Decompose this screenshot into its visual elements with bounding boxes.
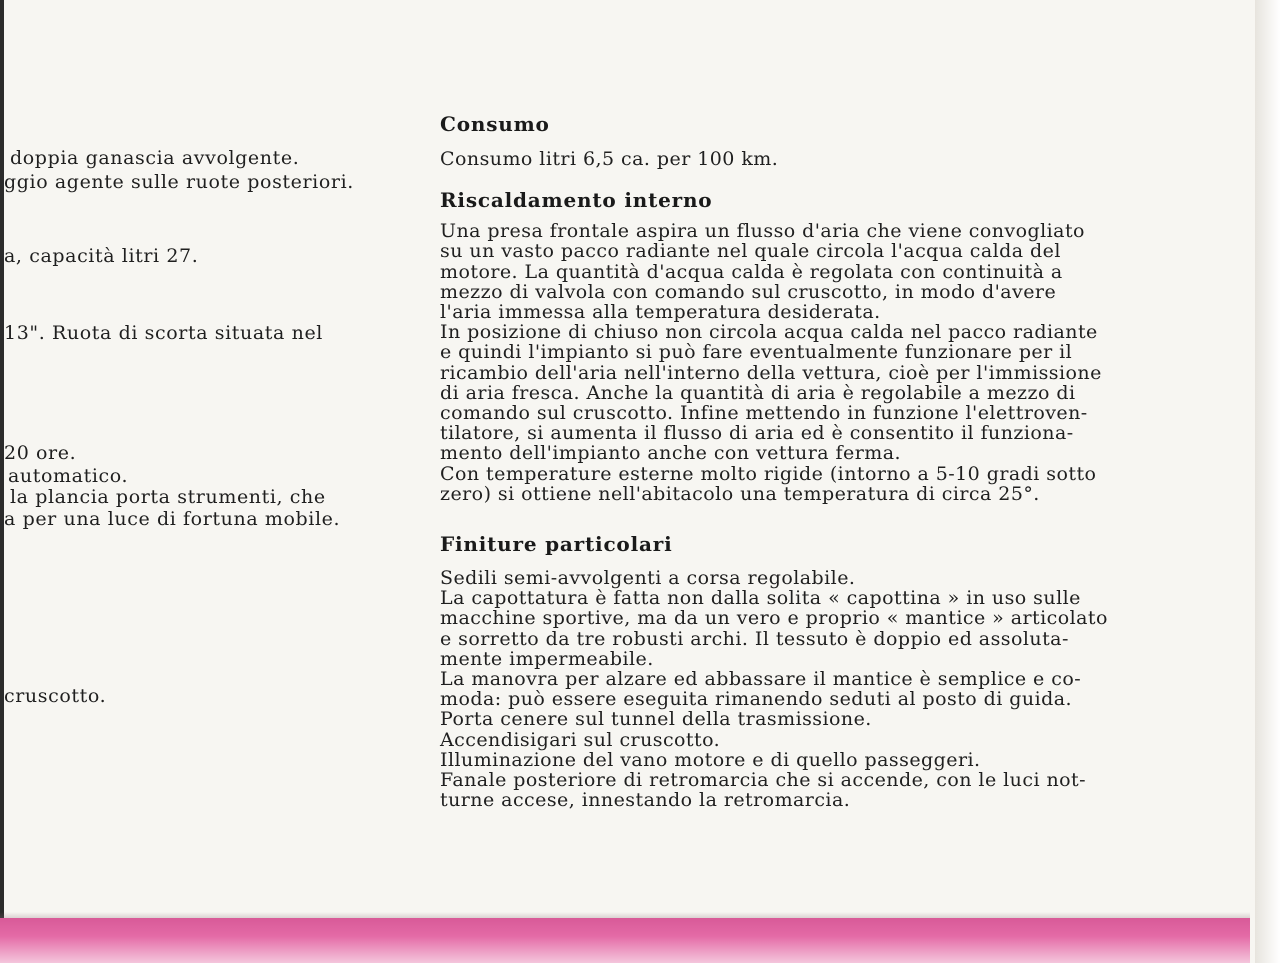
left-line-4: 13". Ruota di scorta situata nel <box>4 322 323 344</box>
text-line: moda: può essere eseguita rimanendo seduti al posto di guida. <box>440 688 1072 711</box>
heading-consumo: Consumo <box>440 112 550 136</box>
text-line: di aria fresca. Anche la quantità di aria è regolabile a mezzo di <box>440 381 1076 404</box>
text-line: motore. La quantità d'acqua calda è regolata con continuità a <box>440 260 1063 283</box>
text-line: su un vasto pacco radiante nel quale circola l'acqua calda del <box>440 240 1061 263</box>
heading-finiture: Finiture particolari <box>440 532 673 557</box>
left-line-9: cruscotto. <box>4 685 107 707</box>
text-line: comando sul cruscotto. Infine mettendo in funzione l'elettroven- <box>440 402 1088 425</box>
paragraph-riscaldamento <box>440 221 1162 504</box>
text-line: turne accese, innestando la retromarcia. <box>440 789 851 812</box>
text-line: tilatore, si aumenta il flusso di aria ed è consentito il funziona- <box>440 422 1074 445</box>
text-line: macchine sportive, ma da un vero e proprio « mantice » articolato <box>440 607 1108 630</box>
text-line: La manovra per alzare ed abbassare il mantice è semplice e co- <box>440 668 1082 691</box>
pink-cover-strip <box>0 918 1250 963</box>
left-line-8: a per una luce di fortuna mobile. <box>4 508 341 530</box>
left-line-6: automatico. <box>8 465 129 487</box>
text-line: Sedili semi-avvolgenti a corsa regolabile. <box>440 567 856 590</box>
text-line: Con temperature esterne molto rigide (intorno a 5-10 gradi sotto <box>440 462 1097 485</box>
paragraph-finiture <box>440 568 1162 810</box>
text-line: e sorretto da tre robusti archi. Il tessuto è doppio ed assoluta- <box>440 627 1069 650</box>
text-line: Illuminazione del vano motore e di quello passeggeri. <box>440 748 981 771</box>
left-line-5: 20 ore. <box>4 442 77 464</box>
text-line: ricambio dell'aria nell'interno della vettura, cioè per l'immissione <box>440 361 1102 384</box>
text-line: In posizione di chiuso non circola acqua calda nel pacco radiante <box>440 321 1098 344</box>
text-line: mento dell'impianto anche con vettura ferma. <box>440 442 901 465</box>
text-line: mente impermeabile. <box>440 647 654 670</box>
text-line: Accendisigari sul cruscotto. <box>440 728 721 751</box>
text-line: mezzo di valvola con comando sul cruscotto, in modo d'avere <box>440 280 1057 303</box>
text-line: La capottatura è fatta non dalla solita « capottina » in uso sulle <box>440 587 1081 610</box>
left-line-2: ggio agente sulle ruote posteriori. <box>4 171 354 193</box>
text-line: Fanale posteriore di retromarcia che si accende, con le luci not- <box>440 769 1086 792</box>
text-line: e quindi l'impianto si può fare eventualmente funzionare per il <box>440 341 1073 364</box>
text-line: zero) si ottiene nell'abitacolo una temperatura di circa 25°. <box>440 482 1040 505</box>
text-line: Una presa frontale aspira un flusso d'aria che viene convogliato <box>440 220 1085 243</box>
left-column-text <box>0 0 400 918</box>
text-line: l'aria immessa alla temperatura desiderata. <box>440 301 881 324</box>
text-line: Porta cenere sul tunnel della trasmissione. <box>440 708 872 731</box>
paragraph-consumo <box>440 149 1162 169</box>
right-column-text <box>440 112 1162 810</box>
heading-riscaldamento: Riscaldamento interno <box>440 188 713 213</box>
consumo-line: Consumo litri 6,5 ca. per 100 km. <box>440 148 779 170</box>
page-right-edge <box>1255 0 1280 963</box>
left-line-1: doppia ganascia avvolgente. <box>10 147 300 169</box>
left-line-3: a, capacità litri 27. <box>4 245 199 267</box>
left-line-7: la plancia porta strumenti, che <box>10 486 326 508</box>
